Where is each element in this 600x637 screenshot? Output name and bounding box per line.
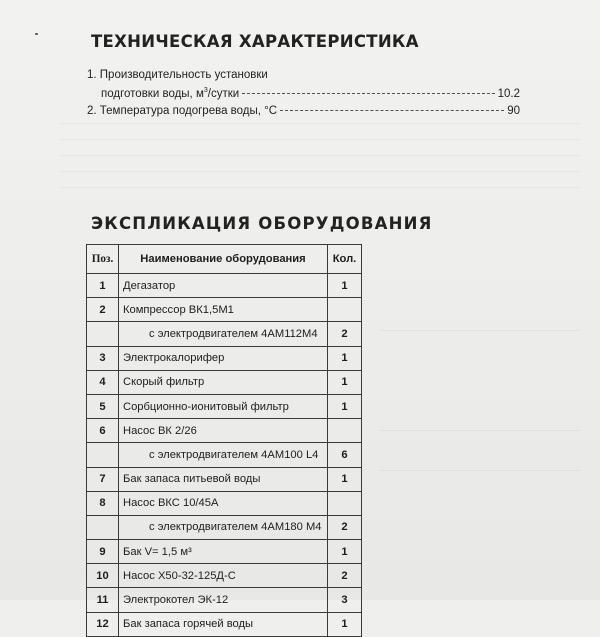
spec-2-value: 90 — [507, 105, 520, 117]
row-qty: 1 — [328, 370, 362, 394]
row-name: Скорый фильтр — [119, 370, 328, 394]
row-name: с электродвигателем 4АМ180 М4 — [119, 515, 328, 539]
dotted-leader — [242, 93, 494, 94]
table-row — [87, 346, 362, 370]
table-row — [87, 515, 362, 539]
table-row — [87, 588, 362, 612]
row-pos: 10 — [87, 564, 119, 588]
table-row — [87, 491, 362, 515]
row-pos: 8 — [87, 491, 119, 515]
row-name: Насос ВК 2/26 — [119, 419, 328, 443]
row-name: с электродвигателем 4АМ112М4 — [119, 322, 328, 346]
table-row — [87, 540, 362, 564]
row-name: Дегазатор — [119, 274, 328, 298]
row-pos: 11 — [87, 588, 119, 612]
table-header-row — [87, 245, 362, 274]
row-qty: 1 — [328, 467, 362, 491]
row-qty: 2 — [328, 564, 362, 588]
row-qty: 2 — [328, 515, 362, 539]
row-name: Электрокалорифер — [119, 346, 328, 370]
show-through-line — [60, 155, 580, 156]
show-through-line — [60, 139, 580, 140]
table-row — [87, 419, 362, 443]
row-qty — [328, 298, 362, 322]
table-row — [87, 467, 362, 491]
show-through-line — [60, 171, 580, 172]
spec-1-label-line1: 1. Производительность установки — [87, 69, 268, 81]
row-name: Компрессор ВК1,5М1 — [119, 298, 328, 322]
row-qty: 1 — [328, 612, 362, 636]
spec-1-value: 10.2 — [497, 88, 520, 100]
row-pos: 3 — [87, 346, 119, 370]
row-pos: 7 — [87, 467, 119, 491]
row-qty: 1 — [328, 346, 362, 370]
row-pos: 9 — [87, 540, 119, 564]
dotted-leader — [280, 110, 504, 111]
show-through-line — [60, 123, 580, 124]
header-pos: Поз. — [87, 245, 119, 274]
row-name: Бак запаса горячей воды — [119, 612, 328, 636]
header-qty: Кол. — [328, 245, 362, 274]
row-pos: 2 — [87, 298, 119, 322]
row-pos: 4 — [87, 370, 119, 394]
row-qty — [328, 491, 362, 515]
header-name: Наименование оборудования — [119, 245, 328, 274]
row-pos — [87, 443, 119, 467]
equipment-list-title: ЭКСПЛИКАЦИЯ ОБОРУДОВАНИЯ — [91, 214, 433, 233]
row-pos — [87, 515, 119, 539]
show-through-line — [380, 470, 580, 471]
show-through-line — [380, 330, 580, 331]
equipment-table-body — [87, 274, 362, 637]
table-row — [87, 274, 362, 298]
row-name: с электродвигателем 4АМ100 L4 — [119, 443, 328, 467]
spec-2-label: 2. Температура подогрева воды, °С — [87, 105, 278, 117]
row-name: Насос ВКС 10/45А — [119, 491, 328, 515]
row-name: Бак V= 1,5 м³ — [119, 540, 328, 564]
show-through-line — [380, 430, 580, 431]
row-qty: 1 — [328, 394, 362, 418]
row-qty: 2 — [328, 322, 362, 346]
row-pos: 1 — [87, 274, 119, 298]
table-row — [87, 394, 362, 418]
row-qty — [328, 419, 362, 443]
row-qty: 3 — [328, 588, 362, 612]
row-qty: 1 — [328, 540, 362, 564]
show-through-line — [60, 187, 580, 188]
row-pos: 6 — [87, 419, 119, 443]
table-row — [87, 370, 362, 394]
row-pos: 12 — [87, 612, 119, 636]
row-pos — [87, 322, 119, 346]
row-qty: 6 — [328, 443, 362, 467]
spec-2-line — [87, 105, 520, 117]
row-name: Сорбционно-ионитовый фильтр — [119, 394, 328, 418]
row-pos: 5 — [87, 394, 119, 418]
speck-mark — [35, 33, 38, 35]
table-row — [87, 612, 362, 636]
equipment-table — [86, 244, 362, 637]
tech-specs-title: ТЕХНИЧЕСКАЯ ХАРАКТЕРИСТИКА — [91, 32, 419, 51]
row-name: Насос Х50-32-125Д-С — [119, 564, 328, 588]
row-name: Электрокотел ЭК-12 — [119, 588, 328, 612]
table-row — [87, 564, 362, 588]
table-row — [87, 298, 362, 322]
row-name: Бак запаса питьевой воды — [119, 467, 328, 491]
row-qty: 1 — [328, 274, 362, 298]
spec-1-label-line2: подготовки воды, $м^3$/сутки — [101, 87, 240, 100]
table-row — [87, 443, 362, 467]
spec-1-line — [101, 88, 520, 100]
table-row — [87, 322, 362, 346]
